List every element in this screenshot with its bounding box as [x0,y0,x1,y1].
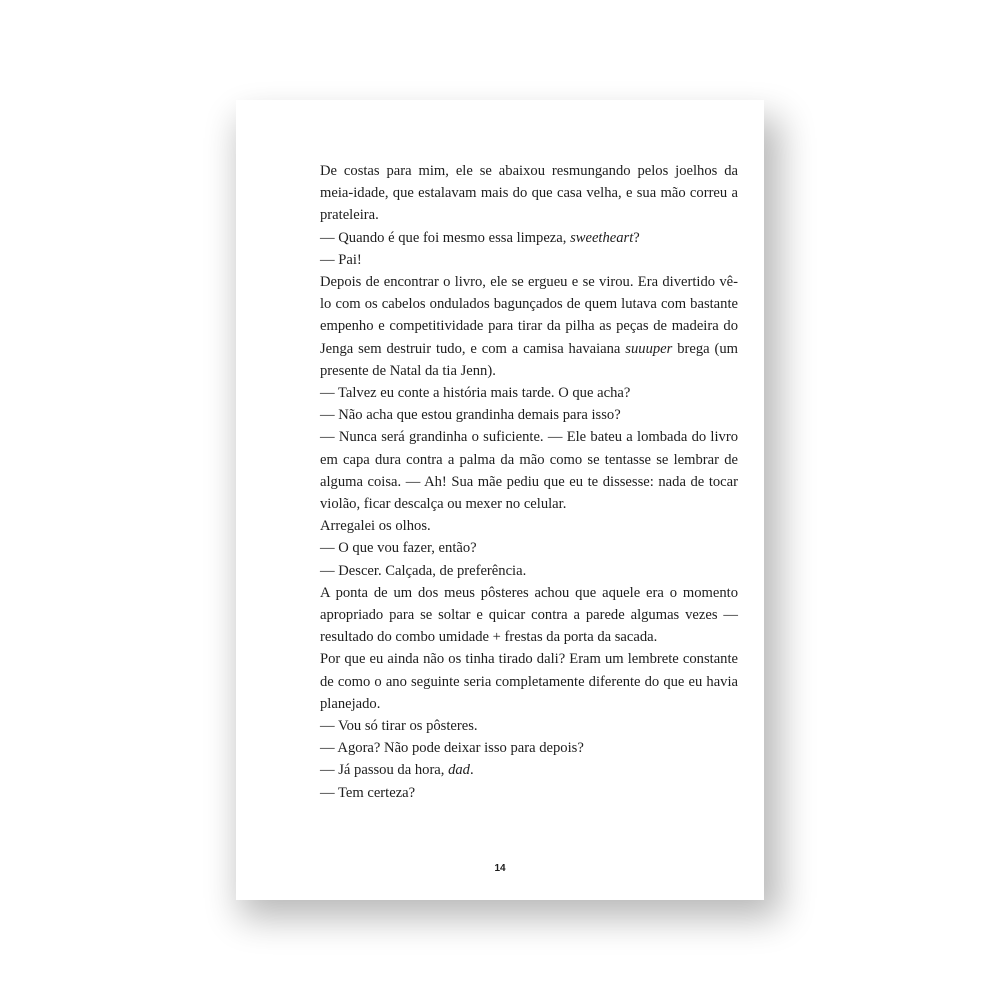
text-run: — Vou só tirar os pôsteres. [320,718,478,735]
text-run: Depois de encontrar o livro, ele se ergueu e se virou. Era divertido vê-lo com os cabelos ondulados bagunçados de quem lutava com bastante empenho e competitividade para tirar da pilha as peças de madeira do Jenga sem destruir tudo, e com a camisa havaiana [320,274,738,357]
page-number: 14 [494,863,506,874]
paragraph [320,271,738,382]
text-run: A ponta de um dos meus pôsteres achou que aquele era o momento apropriado para se soltar e quicar contra a parede algumas vezes — resultado do combo umidade + frestas da porta da sacada. [320,584,738,646]
text-run: — Nunca será grandinha o suficiente. — Ele bateu a lombada do livro em capa dura contra a palma da mão como se tentasse se lembrar de alguma coisa. — Ah! Sua mãe pediu que eu te dissesse: nada de tocar violão, ficar descalça ou mexer no celular. [320,429,738,513]
text-run: . [469,762,474,779]
text-run: — Tem certeza? [320,784,416,801]
text-run: Arregalei os olhos. [320,518,431,535]
italic-text: suuuper [625,340,673,357]
text-run: Por que eu ainda não os tinha tirado dali? Eram um lembrete constante de como o ano seguinte seria completamente diferente do que eu havia planejado. [320,651,738,712]
text-run: — Agora? Não pode deixar isso para depois? [320,740,584,757]
italic-text: dad [448,762,470,779]
paragraph [320,560,738,582]
paragraph [320,249,738,271]
paragraph [320,382,738,404]
paragraph [320,404,738,426]
book-page [236,100,764,900]
text-run: — Talvez eu conte a história mais tarde. O que acha? [320,385,631,402]
paragraph [320,515,738,537]
text-run: — Não acha que estou grandinha demais para isso? [320,407,621,424]
paragraph [320,426,738,515]
text-run: — O que vou fazer, então? [320,540,477,557]
paragraph [320,737,738,759]
text-run: — Quando é que foi mesmo essa limpeza, [320,229,571,246]
page-body-text [320,160,738,804]
paragraph [320,782,738,804]
paragraph [320,715,738,737]
text-run: — Já passou da hora, [320,762,449,779]
paragraph [320,759,738,781]
paragraph [320,537,738,559]
paragraph [320,160,738,227]
text-run: ? [633,229,640,246]
italic-text: sweetheart [570,229,634,246]
paragraph [320,582,738,649]
paragraph [320,648,738,715]
paragraph [320,227,738,249]
text-run: — Descer. Calçada, de preferência. [320,562,527,579]
text-run: brega (um presente de Natal da tia Jenn). [320,340,739,379]
text-run: De costas para mim, ele se abaixou resmungando pelos joelhos da meia-idade, que estalavam mais do que casa velha, e sua mão correu a prateleira. [320,163,738,224]
text-run: — Pai! [320,251,362,268]
